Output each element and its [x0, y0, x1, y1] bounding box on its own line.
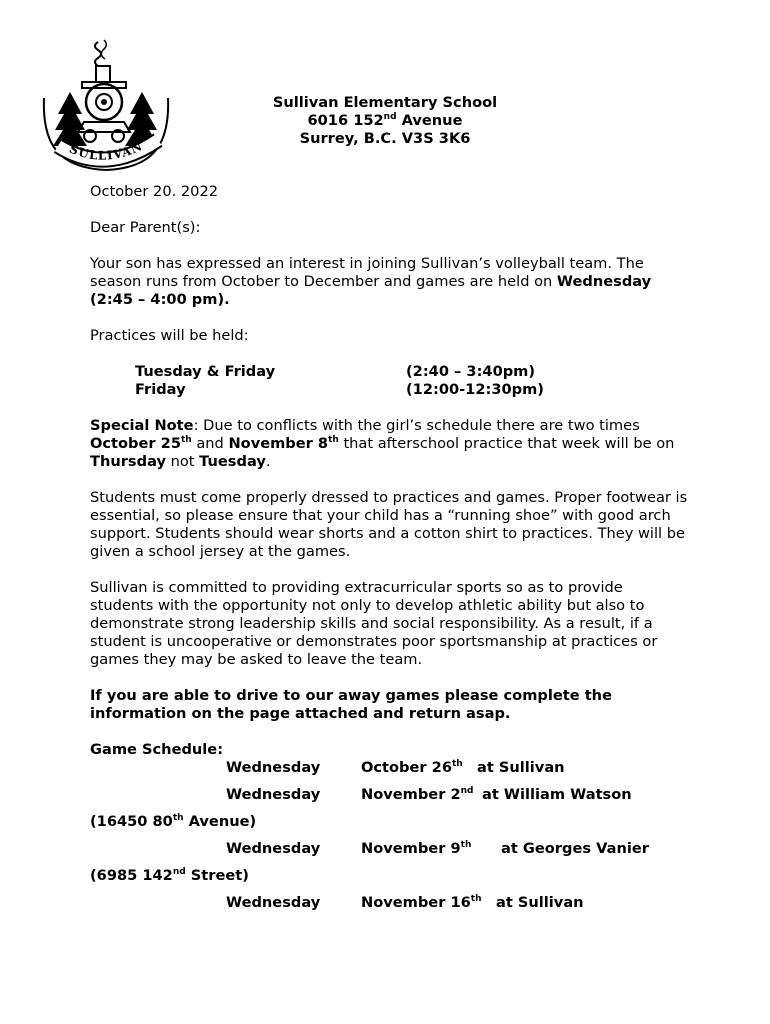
school-name: Sullivan Elementary School: [272, 94, 498, 111]
salutation: Dear Parent(s):: [90, 219, 201, 236]
schedule-row: Wednesday November 9th at Georges Vanier: [226, 840, 649, 857]
practice-row: Tuesday & Friday (2:40 – 3:40pm): [135, 363, 536, 380]
school-city: Surrey, B.C. V3S 3K6: [299, 130, 471, 147]
schedule-row: Wednesday November 2nd at William Watson: [226, 786, 632, 803]
letterhead: [0, 94, 770, 148]
drive-request: If you are able to drive to our away games please complete the information on the page attached and return asap.: [90, 687, 612, 722]
schedule-address: (6985 142nd Street): [90, 867, 249, 884]
practice-row: Friday (12:00-12:30pm): [135, 381, 544, 398]
schedule-address: (16450 80th Avenue): [90, 813, 257, 830]
commitment-paragraph: Sullivan is committed to providing extracurricular sports so as to provide students with the opportunity not only to develop athletic ability but also to demonstrate strong leadership skills and social responsibility. As a result, if a student is uncooperative or demonstrates poor sportsmanship at practices or games they may be asked to leave the team.: [90, 579, 658, 668]
schedule-row: Wednesday October 26th at Sullivan: [226, 759, 565, 776]
school-street: 6016 152nd Avenue: [307, 112, 463, 129]
intro-paragraph: Your son has expressed an interest in joining Sullivan’s volleyball team. The season runs from October to December and games are held on Wednesday (2:45 – 4:00 pm).: [90, 255, 652, 308]
letter-date: October 20. 2022: [90, 183, 219, 200]
dress-paragraph: Students must come properly dressed to practices and games. Proper footwear is essential, so please ensure that your child has a “running shoe” with good arch support. Students should wear shorts and a cotton shirt to practices. They will be given a school jersey at the games.: [90, 489, 688, 560]
practice-times: [135, 363, 690, 399]
special-note: Special Note: Due to conflicts with the girl’s schedule there are two times October 25th and November 8th that afterschool practice that week will be on Thursday not Tuesday.: [90, 417, 675, 470]
logo-banner-text: SULLIVAN: [67, 138, 146, 163]
practices-heading: Practices will be held:: [90, 327, 249, 344]
schedule-row: Wednesday November 16th at Sullivan: [226, 894, 584, 911]
schedule-heading: Game Schedule:: [90, 741, 224, 758]
letter-body: [90, 183, 690, 912]
